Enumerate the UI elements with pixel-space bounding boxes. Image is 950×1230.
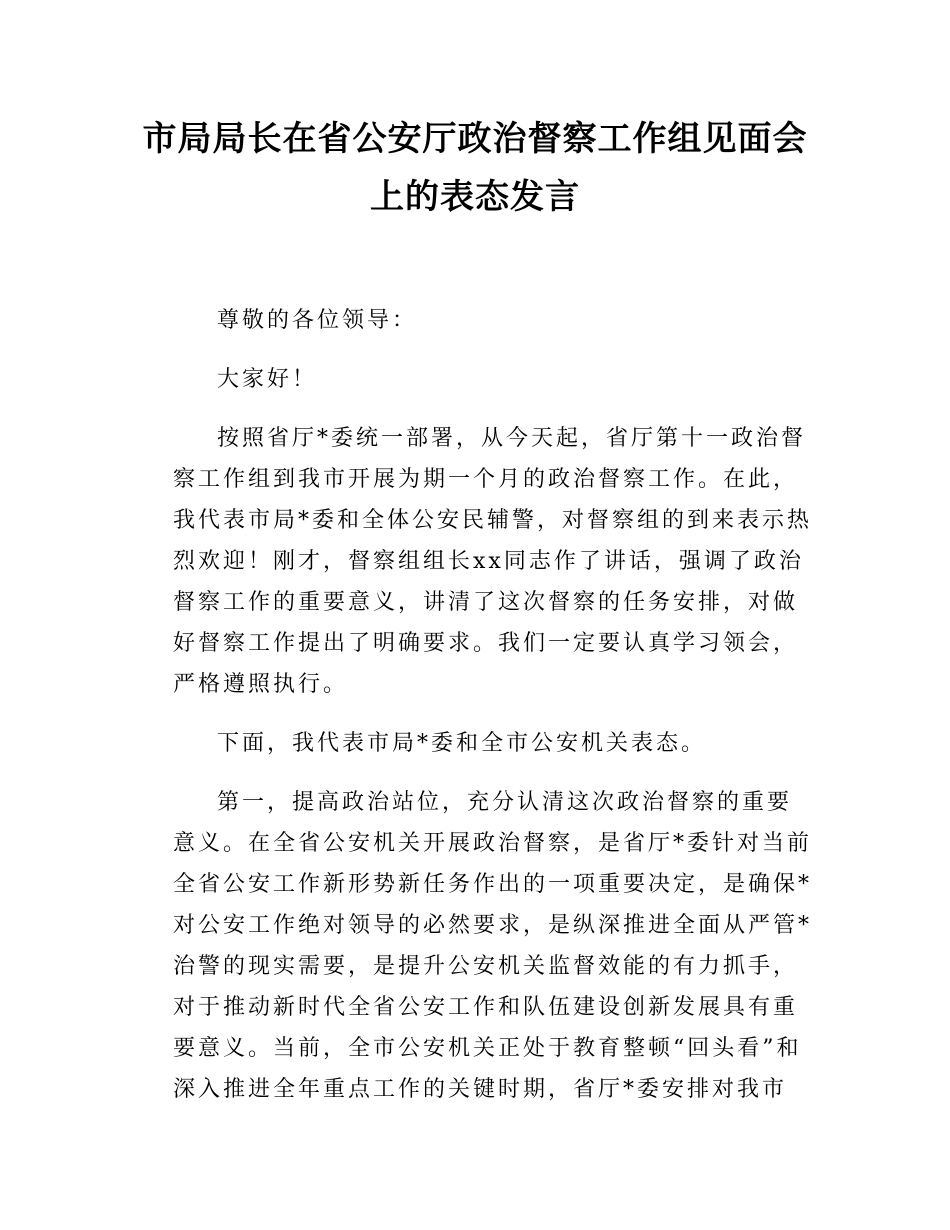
- paragraph-statement: 下面，我代表市局*委和全市公安机关表态。: [217, 731, 707, 756]
- greeting: 大家好！: [217, 367, 318, 392]
- paragraph-first-point: 第一，提高政治站位，充分认清这次政治督察的重要意义。在全省公安机关开展政治督察，是省厅*委针对当前全省公安工作新形势新任务作出的一项重要决定，是确保*对公安工作绝对领导的必然要求，是纵深推进全面从严管*治警的现实需要，是提升公安机关监督效能的有力抓手，对于推动新时代全省公安工作和队伍建设创新发展具有重要意义。当前，全市公安机关正处于教育整顿“回头看”和深入推进全年重点工作的关键时期，省厅*委安排对我市: [173, 790, 813, 1102]
- document-body: [173, 300, 813, 1110]
- title-line-1: 市局局长在省公安厅政治督察工作组见面会: [142, 119, 808, 159]
- paragraph-intro: 按照省厅*委统一部署，从今天起，省厅第十一政治督察工作组到我市开展为期一个月的政治督察工作。在此，我代表市局*委和全体公安民辅警，对督察组的到来表示热烈欢迎！刚才，督察组组长xx同志作了讲话，强调了政治督察工作的重要意义，讲清了这次督察的任务安排，对做好督察工作提出了明确要求。我们一定要认真学习领会，严格遵照执行。: [173, 426, 813, 697]
- document-title: [120, 110, 830, 226]
- title-line-2: 上的表态发言: [370, 177, 580, 217]
- salutation: 尊敬的各位领导：: [217, 308, 418, 333]
